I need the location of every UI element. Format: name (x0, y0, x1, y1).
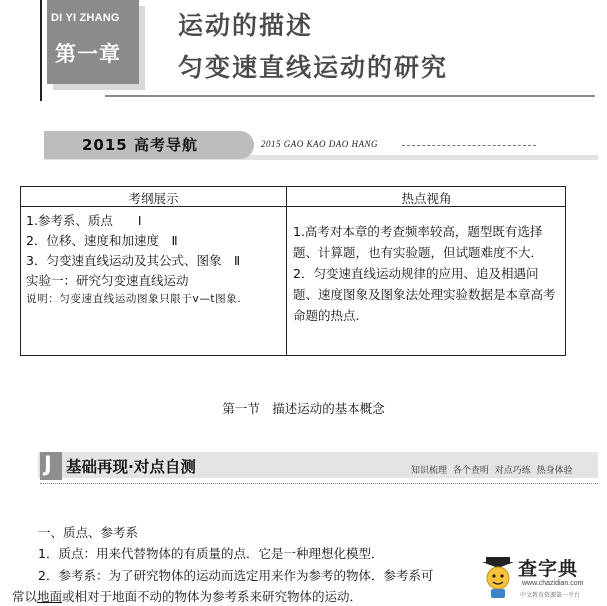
body-text: 或相对于地面不动的物体为参考系来研究物体的运动． (62, 589, 363, 604)
outline-item: 2．位移、速度和加速度 Ⅱ (26, 233, 178, 248)
body-underlined-text: 地面 (37, 589, 63, 604)
jichu-dotted-line (40, 483, 598, 484)
jichu-letter: J (44, 452, 52, 476)
chapter-title-line1: 运动的描述 (178, 11, 314, 40)
body-paragraph-2: 2．参考系：为了研究物体的运动而选定用来作为参考的物体．参考系可 (38, 568, 434, 583)
logo-url: www.chazidian.com (522, 580, 584, 587)
jichu-title: 基础再现·对点自测 (66, 458, 196, 476)
table-cell-hotspots (293, 221, 561, 326)
chapter-pinyin: DI YI ZHANG (51, 12, 120, 24)
table-cell-outline (26, 211, 281, 308)
body-heading: 一、质点、参考系 (38, 525, 139, 540)
mascot-icon (478, 554, 518, 600)
logo-text: 查字典 (518, 558, 579, 580)
nav-dotted-line (402, 145, 536, 146)
body-paragraph-2-cont (12, 587, 362, 605)
chapter-title-line2: 匀变速直线运动的研究 (178, 53, 449, 82)
outline-note: 说明：匀变速直线运动图象只限于v—t图象. (26, 293, 242, 305)
table-header-hotspots: 热点视角 (401, 191, 452, 206)
left-vertical-rule (40, 0, 42, 101)
hotspot-item: 2．匀变速直线运动规律的应用、追及相遇问题、速度图象及图象法处理实验数据是本章高考命题的热点. (293, 266, 556, 323)
chapter-number: 第一章 (55, 41, 121, 66)
header-divider (105, 95, 595, 97)
body-text: 常以 (12, 589, 38, 604)
table-header-outline: 考纲展示 (128, 191, 179, 206)
body-paragraph-1: 1．质点：用来代替物体的有质量的点．它是一种理想化模型． (38, 546, 384, 561)
logo-slogan: 中文教育资源第一平台 (520, 592, 581, 599)
section-title: 第一节 描述运动的基本概念 (222, 401, 385, 416)
nav-label: 2015 高考导航 (82, 136, 198, 154)
outline-table (20, 186, 566, 356)
nav-subtitle: 2015 GAO KAO DAO HANG (261, 139, 378, 149)
hotspot-item: 1.高考对本章的考查频率较高，题型既有选择题、计算题，也有实验题，但试题难度不大． (293, 224, 544, 260)
table-column-divider (286, 187, 287, 355)
outline-item: 1.参考系、质点 Ⅰ (26, 213, 142, 228)
jichu-tags: 知识梳理 各个查明 对点巧练 热身体验 (411, 466, 573, 476)
outline-item: 实验一：研究匀变速直线运动 (26, 273, 189, 288)
outline-item: 3．匀变速直线运动及其公式、图象 Ⅱ (26, 253, 241, 268)
site-logo (474, 552, 604, 602)
